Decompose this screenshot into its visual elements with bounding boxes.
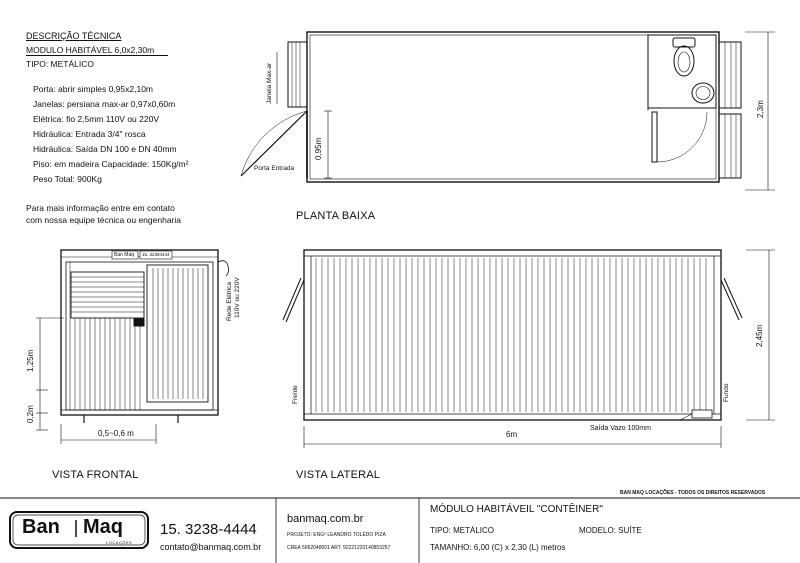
front-view [36,250,229,444]
bathroom-door-swing [657,112,707,162]
front-height-dim: 1,25m [26,349,35,372]
logo-subtitle: LOCAÇÕES [106,540,133,545]
side-back-label: Fundo [723,383,730,402]
side-view [283,250,775,448]
side-length-dim: 6m [506,430,518,439]
plan-window-label: Janela Max-ar [266,62,273,104]
front-frame-inner [66,262,213,410]
spec-item: Janelas: persiana max-ar 0,97x0,60m [33,99,176,109]
electric-label: Rede Elétrica [226,281,233,321]
side-window-left-open [286,280,304,322]
side-frame-outer [304,250,721,420]
plan-door-label: Porta Entrada [254,165,295,172]
contact-note: com nossa equipe técnica ou engenharia [26,215,181,225]
spec-item: Peso Total: 900Kg [33,174,102,184]
product-title: MÓDULO HABITÁVEIL "CONTÊINER" [430,504,603,515]
spec-line-2: TIPO: METÁLICO [26,59,95,69]
front-title: VISTA FRONTAL [52,469,139,481]
outlet-pipe [692,410,712,418]
spec-item: Elétrica: fio 2,5mm 110V ou 220V [33,114,159,124]
spec-item: Hidráulica: Entrada 3/4" rosca [33,129,146,139]
side-corrugation [316,258,706,412]
plan-window-right-bottom [719,114,741,178]
front-window [71,272,144,318]
side-front-label: Frente [292,385,299,404]
electric-label: 110V ou 220V [234,277,241,318]
product-model: MODELO: SUÍTE [579,526,642,535]
logo-text-right: Maq [83,516,123,538]
spec-item: Porta: abrir simples 0,95x2,10m [33,84,153,94]
toilet-bowl [674,46,694,76]
product-size: TAMANHO: 6,00 (C) x 2,30 (L) metros [430,543,566,552]
plan-width-dim: 2,3m [756,100,765,118]
plan-window-left [288,42,307,107]
door-handle [134,319,144,326]
plan-window-right-top [719,42,741,108]
spec-line-1: MODULO HABITÁVEL 6,0x2,30m [26,45,168,56]
logo-text-left: Ban [22,516,60,538]
side-height-dim: 2,45m [755,324,764,347]
front-frame-outer [61,250,218,415]
footer-crea: CREA 5062048001 ART. 92221220140853257 [287,545,391,551]
plan-door-width: 0,95m [314,137,323,160]
side-outlet-label: Saída Vazo 100mm [590,425,651,432]
side-title: VISTA LATERAL [296,469,381,481]
side-window-right-open [721,280,739,320]
front-plate-number: 15. 32384444 [142,252,170,257]
footer-email: contato@banmaq.com.br [160,542,262,552]
spec-item: Piso: em madeira Capacidade: 150Kg/m² [33,159,189,169]
front-width-dim: 0,5~0,6 m [98,429,134,438]
product-type: TIPO: METÁLICO [430,526,495,535]
sink [692,83,714,103]
contact-note: Para mais informação entre em contato [26,203,175,213]
floor-plan [241,32,775,190]
front-base-dim: 0,2m [26,405,35,423]
spec-heading: DESCRIÇÃO TÉCNICA [26,31,122,41]
plan-title: PLANTA BAIXA [296,210,376,222]
front-plate-brand: Ban Maq [114,252,135,258]
front-door [147,265,208,402]
plan-inner-wall [310,35,716,179]
footer-website: banmaq.com.br [287,513,364,525]
spec-item: Hidráulica: Saída DN 100 e DN 40mm [33,144,177,154]
rights-notice: BAN MAQ LOCAÇÕES - TODOS OS DIREITOS RESERVADOS [620,490,766,496]
electric-cable [218,261,229,276]
bathroom-door [652,112,657,162]
footer-phone: 15. 3238-4444 [160,521,257,538]
footer-project: PROJETO: ENGº LEANDRO TOLEDO PIZA [287,532,386,538]
